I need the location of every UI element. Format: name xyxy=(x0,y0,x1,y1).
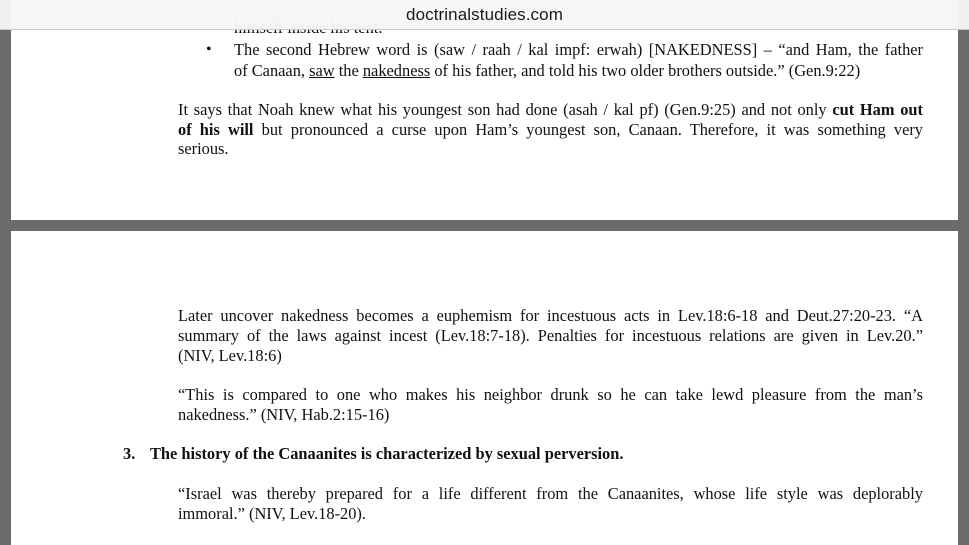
p1-line-1: Later uncover nakedness becomes a euphemism for incestuous acts in Lev.18:6-18 and Deut.27:20-23. “A xyxy=(178,306,923,325)
word-nakedness: nakedness xyxy=(362,61,431,80)
p1-line-2: summary of the laws against incest (Lev.18:7-18). Penalties for incestuous relations are given in Lev.20.” xyxy=(178,326,923,345)
bold-phrase: cut Ham out xyxy=(832,100,923,119)
document-page-2 xyxy=(11,231,958,545)
p2-line-2: nakedness.” (NIV, Hab.2:15-16) xyxy=(178,405,390,424)
p3-line-1: “Israel was thereby prepared for a life different from the Canaanites, whose life style was deplorably xyxy=(178,484,923,503)
p1-line-3: (NIV, Lev.18:6) xyxy=(178,346,282,365)
bullet-line-1: The second Hebrew word is (saw / raah / kal impf: erwah) [NAKEDNESS] – “and Ham, the father xyxy=(234,40,923,59)
p3-line-2: immoral.” (NIV, Lev.18-20). xyxy=(178,504,366,523)
document-page-1 xyxy=(11,0,958,220)
paragraph-line-3: serious. xyxy=(178,139,229,158)
paragraph-line-1: It says that Noah knew what his youngest son had done (asah / kal pf) (Gen.9:25) and not only cut Ham out xyxy=(178,100,923,119)
bold-phrase: of his will xyxy=(178,120,254,139)
bullet-dot: • xyxy=(206,41,212,58)
paragraph-line-2: of his will but pronounced a curse upon Ham’s youngest son, Canaan. Therefore, it was something very xyxy=(178,120,923,139)
bullet-line-2: of Canaan, saw the nakedness of his father, and told his two older brothers outside.” (Gen.9:22) xyxy=(234,61,861,80)
word-saw: saw xyxy=(309,61,335,80)
url-text[interactable]: doctrinalstudies.com xyxy=(406,4,563,24)
section-heading-number: 3. xyxy=(123,444,136,463)
p2-line-1: “This is compared to one who makes his neighbor drunk so he can take lewd pleasure from the man’s xyxy=(178,385,923,404)
section-heading: The history of the Canaanites is characterized by sexual perversion. xyxy=(150,444,624,463)
address-bar[interactable] xyxy=(0,0,969,30)
